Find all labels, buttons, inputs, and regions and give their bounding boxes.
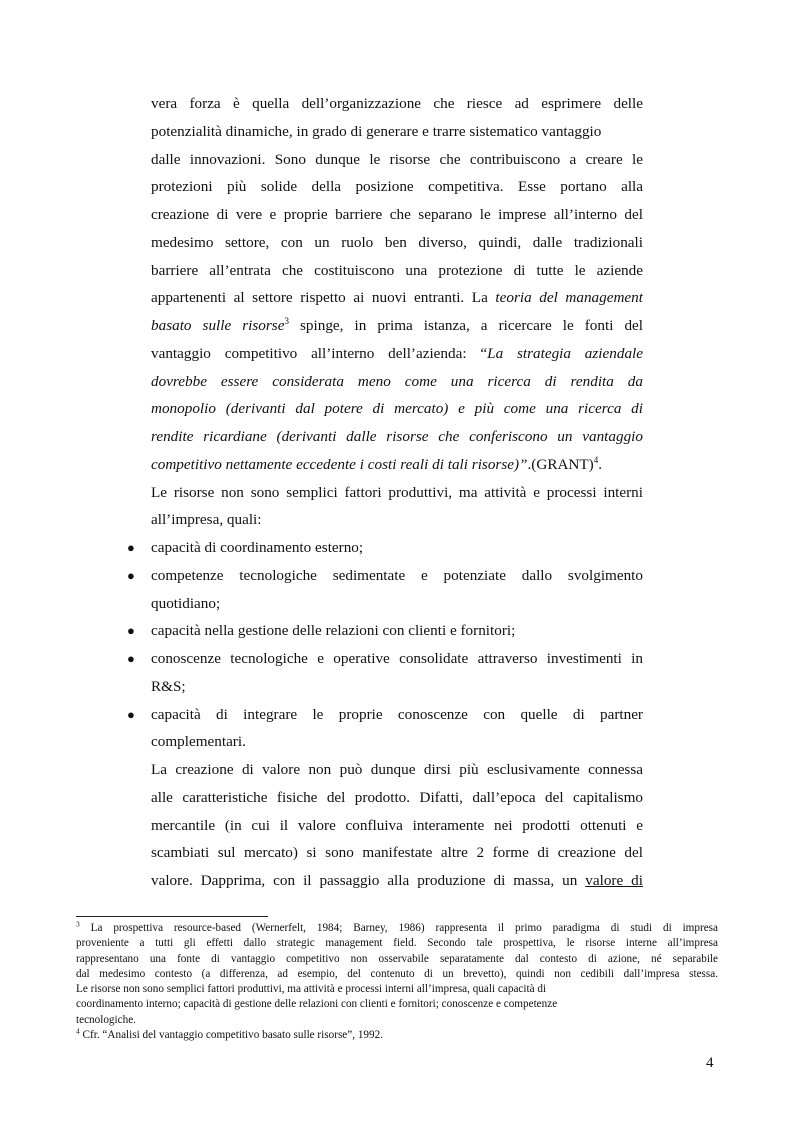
footnote-line: Le risorse non sono semplici fattori produttivi, ma attività e processi interni all’impresa, quali capacità di: [76, 983, 547, 996]
quote-italic: rendite ricardiane (derivanti dalle risorse che conferiscono un vantaggio: [151, 428, 643, 445]
text-line: barriere all’entrata che costituiscono una protezione di tutte le aziende: [151, 261, 643, 279]
text-span: spinge, in prima istanza, a ricercare le fonti del: [288, 317, 644, 334]
text-line: [151, 423, 643, 451]
text-line: scambiati sul mercato) si sono manifestate altre 2 forme di creazione del: [151, 844, 643, 862]
bullet-text: capacità di coordinamento esterno;: [151, 539, 364, 556]
bullet-text: capacità nella gestione delle relazioni con clienti e fornitori;: [151, 622, 516, 640]
quote-italic: monopolio (derivanti dal potere di mercato) e più come una ricerca di: [151, 400, 643, 418]
footnote-text: La prospettiva resource-based (Wernerfelt, 1984; Barney, 1986) rappresenta il primo paradigma di studi di impresa: [79, 922, 718, 934]
bullet-item: [127, 701, 643, 729]
text-line: R&S;: [151, 677, 186, 695]
footnote-3: [76, 921, 718, 936]
quote-italic: La strategia aziendale: [487, 344, 644, 362]
text-line: [151, 451, 643, 479]
text-line: quotidiano;: [151, 594, 221, 612]
bullet-icon: ●: [127, 540, 135, 555]
bullet-icon: ●: [127, 623, 135, 639]
text-line: [151, 312, 643, 340]
footnote-line: proveniente a tutti gli effetti dallo strategic management field. Secondo tale prospettiva, le risorse interne all’impresa: [76, 937, 718, 950]
text-span: vantaggio competitivo all’interno dell’azienda: “: [151, 344, 488, 362]
text-span: appartenenti al settore rispetto ai nuovi entranti. La: [151, 289, 496, 307]
text-line: protezioni più solide della posizione competitiva. Esse portano alla: [151, 178, 643, 196]
footnote-ref-4[interactable]: 4: [593, 454, 599, 465]
bullet-text: capacità di integrare le proprie conoscenze con quelle di partner: [151, 705, 643, 723]
bullet-icon: ●: [127, 567, 135, 583]
quote-italic: dovrebbe essere considerata meno come una ricerca di rendita da: [151, 372, 643, 390]
bullet-text: competenze tecnologiche sedimentate e potenziate dallo svolgimento: [151, 566, 643, 584]
text-line: vera forza è quella dell’organizzazione che riesce ad esprimere delle: [151, 95, 643, 112]
page-number: 4: [706, 1055, 714, 1071]
footnote-line: coordinamento interno; capacità di gestione delle relazioni con clienti e fornitori; conoscenze e competenze: [76, 998, 558, 1011]
bullet-icon: ●: [127, 651, 135, 666]
text-line: alle caratteristiche fisiche del prodotto. Difatti, dall’epoca del capitalismo: [151, 788, 643, 806]
text-line: medesimo settore, con un ruolo ben diverso, quindi, dalle tradizionali: [151, 233, 643, 251]
bullet-item: [127, 617, 643, 645]
text-line: mercantile (in cui il valore confluiva interamente nei prodotti ottenuti e: [151, 816, 643, 834]
text-line: La creazione di valore non può dunque dirsi più esclusivamente connessa: [151, 761, 643, 778]
text-line: [151, 368, 643, 396]
footnote-ref-3[interactable]: 3: [284, 315, 289, 326]
text-line: [151, 867, 643, 895]
text-line: [151, 395, 643, 423]
quote-italic: competitivo nettamente eccedente i costi reali di tali risorse)”: [151, 455, 528, 473]
text-line: creazione di vere e proprie barriere che separano le imprese all’interno del: [151, 206, 643, 223]
text-line: dalle innovazioni. Sono dunque le risorse che contribuiscono a creare le: [151, 150, 643, 168]
text-line: complementari.: [151, 733, 246, 751]
italic-term: teoria del management: [495, 289, 643, 307]
body-text: [127, 90, 644, 895]
text-line: Le risorse non sono semplici fattori produttivi, ma attività e processi interni: [151, 483, 643, 501]
text-span: valore. Dapprima, con il passaggio alla produzione di massa, un: [151, 872, 586, 889]
bullet-item: [127, 562, 643, 590]
footnote-number: 4: [76, 1026, 80, 1036]
text-span: .: [598, 455, 603, 473]
footnote-separator: [76, 916, 268, 917]
text-line: potenzialità dinamiche, in grado di generare e trarre sistematico vantaggio: [151, 122, 602, 140]
footnote-4: [76, 1028, 718, 1043]
bullet-item: [127, 645, 643, 673]
bullet-text: conoscenze tecnologiche e operative consolidate attraverso investimenti in: [151, 650, 643, 667]
footnote-line: rappresentano una fonte di vantaggio competitivo non osservabile separatamente dal contesto di azione, né separabile: [76, 952, 718, 965]
footnote-number: 3: [76, 919, 80, 929]
footnote-line: dal medesimo contesto (a differenza, ad esempio, del contenuto di un brevetto), quindi non cedibili dall’impresa stessa.: [76, 967, 718, 980]
footnotes: [76, 921, 718, 1043]
text-line: [151, 340, 643, 368]
text-line: [151, 284, 643, 312]
bullet-item: [127, 534, 643, 562]
text-line: all’impresa, quali:: [151, 511, 262, 529]
text-span: .(GRANT): [527, 455, 594, 473]
footnote-line: tecnologiche.: [76, 1013, 136, 1026]
bullet-icon: ●: [127, 706, 135, 722]
footnote-text: Cfr. “Analisi del vantaggio competitivo basato sulle risorse”, 1992.: [79, 1029, 383, 1042]
italic-term: basato sulle risorse: [151, 317, 285, 334]
underlined-term: valore di: [585, 872, 643, 889]
